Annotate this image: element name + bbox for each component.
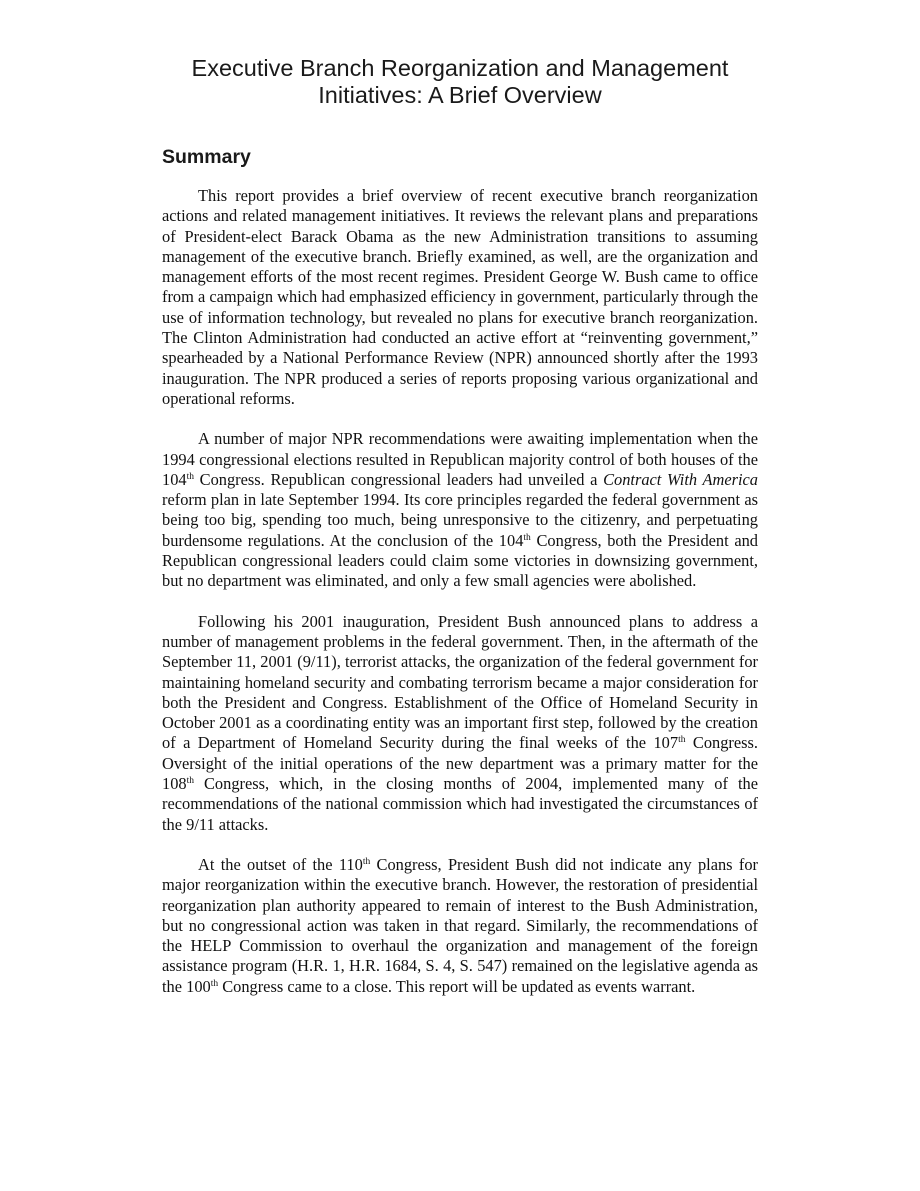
ordinal-superscript: th [210, 978, 219, 989]
italic-title: Contract With America [603, 469, 758, 489]
paragraph-text: Congress came to a close. This report will be updated as events warrant. [218, 976, 696, 996]
section-heading-summary: Summary [162, 146, 251, 168]
title-line-2: Initiatives: A Brief Overview [318, 82, 602, 108]
summary-paragraph-2 [162, 429, 758, 591]
ordinal-superscript: th [362, 856, 371, 867]
ordinal-superscript: th [678, 735, 686, 746]
paragraph-text: Congress, President Bush did not indicate any plans for major reorganization within the executive branch. However, the restoration of presidential reorganization plan authority appeared to remain of interest to the Bush Administration, but no congressional action was taken in that regard. Similarly, the recommendations of the HELP Commission to overhaul the organization and management of the foreign assistance program (H.R. 1, H.R. 1684, S. 4, S. 547) remained on the legislative agenda as the 100 [162, 854, 758, 996]
paragraph-text: A number of major NPR recommendations were awaiting implementation when the 1994 congressional elections resulted in Republican majority control of both houses of the 104 [162, 429, 758, 489]
paragraph-text: reform plan in late September 1994. Its core principles regarded the federal government as being too big, spending too much, being unresponsive to the citizenry, and perpetuating burdensome regulations. At the conclusion of the 104 [162, 490, 758, 550]
paragraph-text: At the outset of the 110 [198, 854, 363, 874]
ordinal-superscript: th [523, 532, 531, 543]
summary-paragraph-1: This report provides a brief overview of recent executive branch reorganization actions and related management initiatives. It reviews the relevant plans and preparations of President-elect Barack Obama as the new Administration transitions to assuming management of the executive branch. Briefly examined, as well, are the organization and management efforts of the most recent regimes. President George W. Bush came to office from a campaign which had emphasized efficiency in government, particularly through the use of information technology, but revealed no plans for executive branch reorganization. The Clinton Administration had conducted an active effort at “reinventing government,” spearheaded by a National Performance Review (NPR) announced shortly after the 1993 inauguration. The NPR produced a series of reports proposing various organizational and operational reforms. [162, 186, 758, 408]
paragraph-text: Following his 2001 inauguration, President Bush announced plans to address a number of management problems in the federal government. Then, in the aftermath of the September 11, 2001 (9/11), terrorist attacks, the organization of the federal government for maintaining homeland security and combating terrorism became a major consideration for both the President and Congress. Establishment of the Office of Homeland Security in October 2001 as a coordinating entity was an important first step, followed by the creation of a Department of Homeland Security during the final weeks of the 107 [162, 611, 758, 753]
document-title [162, 55, 758, 109]
paragraph-text: Congress. Republican congressional leaders had unveiled a [193, 469, 604, 489]
document-page [162, 0, 758, 997]
summary-paragraph-3 [162, 612, 758, 835]
paragraph-text: Congress. Oversight of the initial operations of the new department was a primary matter for the 108 [162, 733, 758, 794]
summary-paragraph-4 [162, 855, 758, 997]
title-line-1: Executive Branch Reorganization and Management [191, 55, 729, 81]
ordinal-superscript: th [186, 471, 194, 482]
paragraph-text: Congress, which, in the closing months of 2004, implemented many of the recommendations of the national commission which had investigated the circumstances of the 9/11 attacks. [162, 774, 758, 834]
paragraph-text: Congress, both the President and Republican congressional leaders could claim some victories in downsizing government, but no department was eliminated, and only a few small agencies were abolished. [162, 530, 758, 591]
ordinal-superscript: th [186, 776, 194, 787]
